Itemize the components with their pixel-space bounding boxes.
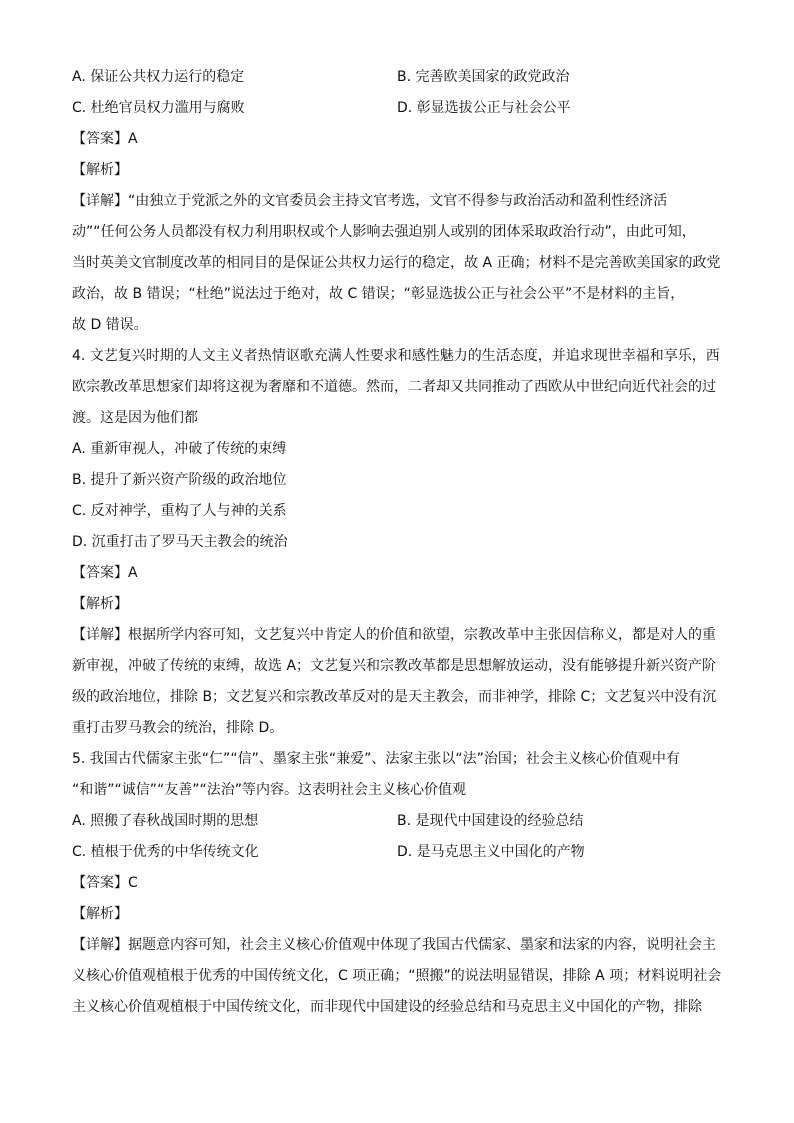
q3-answer: 【答案】A [72,131,138,147]
q4-option-c: C. 反对神学，重构了人与神的关系 [72,503,287,519]
q4-option-b: B. 提升了新兴资产阶级的政治地位 [72,472,287,488]
q4-analysis-heading: 【解析】 [72,596,128,612]
q5-option-a: A. 照搬了春秋战国时期的思想 [72,813,259,829]
document-page [72,62,724,1023]
q5-option-d: D. 是马克思主义中国化的产物 [397,844,585,860]
q4-detail-line: 【详解】根据所学内容可知，文艺复兴中肯定人的价值和欲望，宗教改革中主张因信称义，都是对人的重 [72,627,716,643]
q4-detail-line: 级的政治地位，排除 B；文艺复兴和宗教改革反对的是天主教会，而非神学，排除 C；文艺复兴中没有沉 [72,689,717,705]
q5-detail-line: 主义核心价值观植根于中国传统文化，而非现代中国建设的经验总结和马克思主义中国化的产物，排除 [72,999,702,1015]
q5-stem-line: 5. 我国古代儒家主张“仁”“信”、墨家主张“兼爱”、法家主张以“法”治国；社会主义核心价值观中有 [72,751,680,767]
q3-option-b: B. 完善欧美国家的政党政治 [397,69,570,85]
q4-option-d: D. 沉重打击了罗马天主教会的统治 [72,534,288,550]
q3-option-a: A. 保证公共权力运行的稳定 [72,69,245,85]
q4-stem-line: 渡。这是因为他们都 [72,410,198,426]
q3-options-row-1 [72,62,724,93]
q4-detail-line: 重打击罗马教会的统治，排除 D。 [72,720,284,736]
q3-detail-line: 政治，故 B 错误；“杜绝”说法过于绝对，故 C 错误；“彰显选拔公正与社会公平”不是材料的主旨， [72,286,685,302]
q3-options-row-2 [72,93,724,124]
q4-stem-line: 欧宗教改革思想家们却将这视为奢靡和不道德。然而，二者却又共同推动了西欧从中世纪向近代社会的过 [72,379,716,395]
q4-stem-line: 4. 文艺复兴时期的人文主义者热情讴歌充满人性要求和感性魅力的生活态度，并追求现世幸福和享乐，西 [72,348,720,364]
q3-option-c: C. 杜绝官员权力滥用与腐败 [72,100,245,116]
q3-detail-line: 故 D 错误。 [72,317,148,333]
q5-answer: 【答案】C [72,875,138,891]
q5-analysis-heading: 【解析】 [72,906,128,922]
q3-detail-line: 动”“任何公务人员都没有权力利用职权或个人影响去强迫别人或别的团体采取政治行动”，由此可知， [72,224,696,240]
q4-detail-line: 新审视，冲破了传统的束缚，故选 A；文艺复兴和宗教改革都是思想解放运动，没有能够提升新兴资产阶 [72,658,717,674]
q3-detail-line: 【详解】“由独立于党派之外的文官委员会主持文官考选，文官不得参与政治活动和盈利性经济活 [72,193,668,209]
q3-analysis-heading: 【解析】 [72,162,128,178]
q4-option-a: A. 重新审视人，冲破了传统的束缚 [72,441,287,457]
q4-answer: 【答案】A [72,565,138,581]
q5-option-c: C. 植根于优秀的中华传统文化 [72,844,259,860]
q5-options-row-1 [72,806,724,837]
q3-detail-line: 当时英美文官制度改革的相同目的是保证公共权力运行的稳定，故 A 正确；材料不是完善欧美国家的政党 [72,255,721,271]
q3-option-d: D. 彰显选拔公正与社会公平 [397,100,571,116]
q5-options-row-2 [72,837,724,868]
q5-stem-line: “和谐”“诚信”“友善”“法治”等内容。这表明社会主义核心价值观 [72,782,467,798]
q5-option-b: B. 是现代中国建设的经验总结 [397,813,584,829]
q5-detail-line: 【详解】据题意内容可知，社会主义核心价值观中体现了我国古代儒家、墨家和法家的内容，说明社会主 [72,937,716,953]
q5-detail-line: 义核心价值观植根于优秀的中国传统文化，C 项正确；“照搬”的说法明显错误，排除 A 项；材料说明社会 [72,968,722,984]
